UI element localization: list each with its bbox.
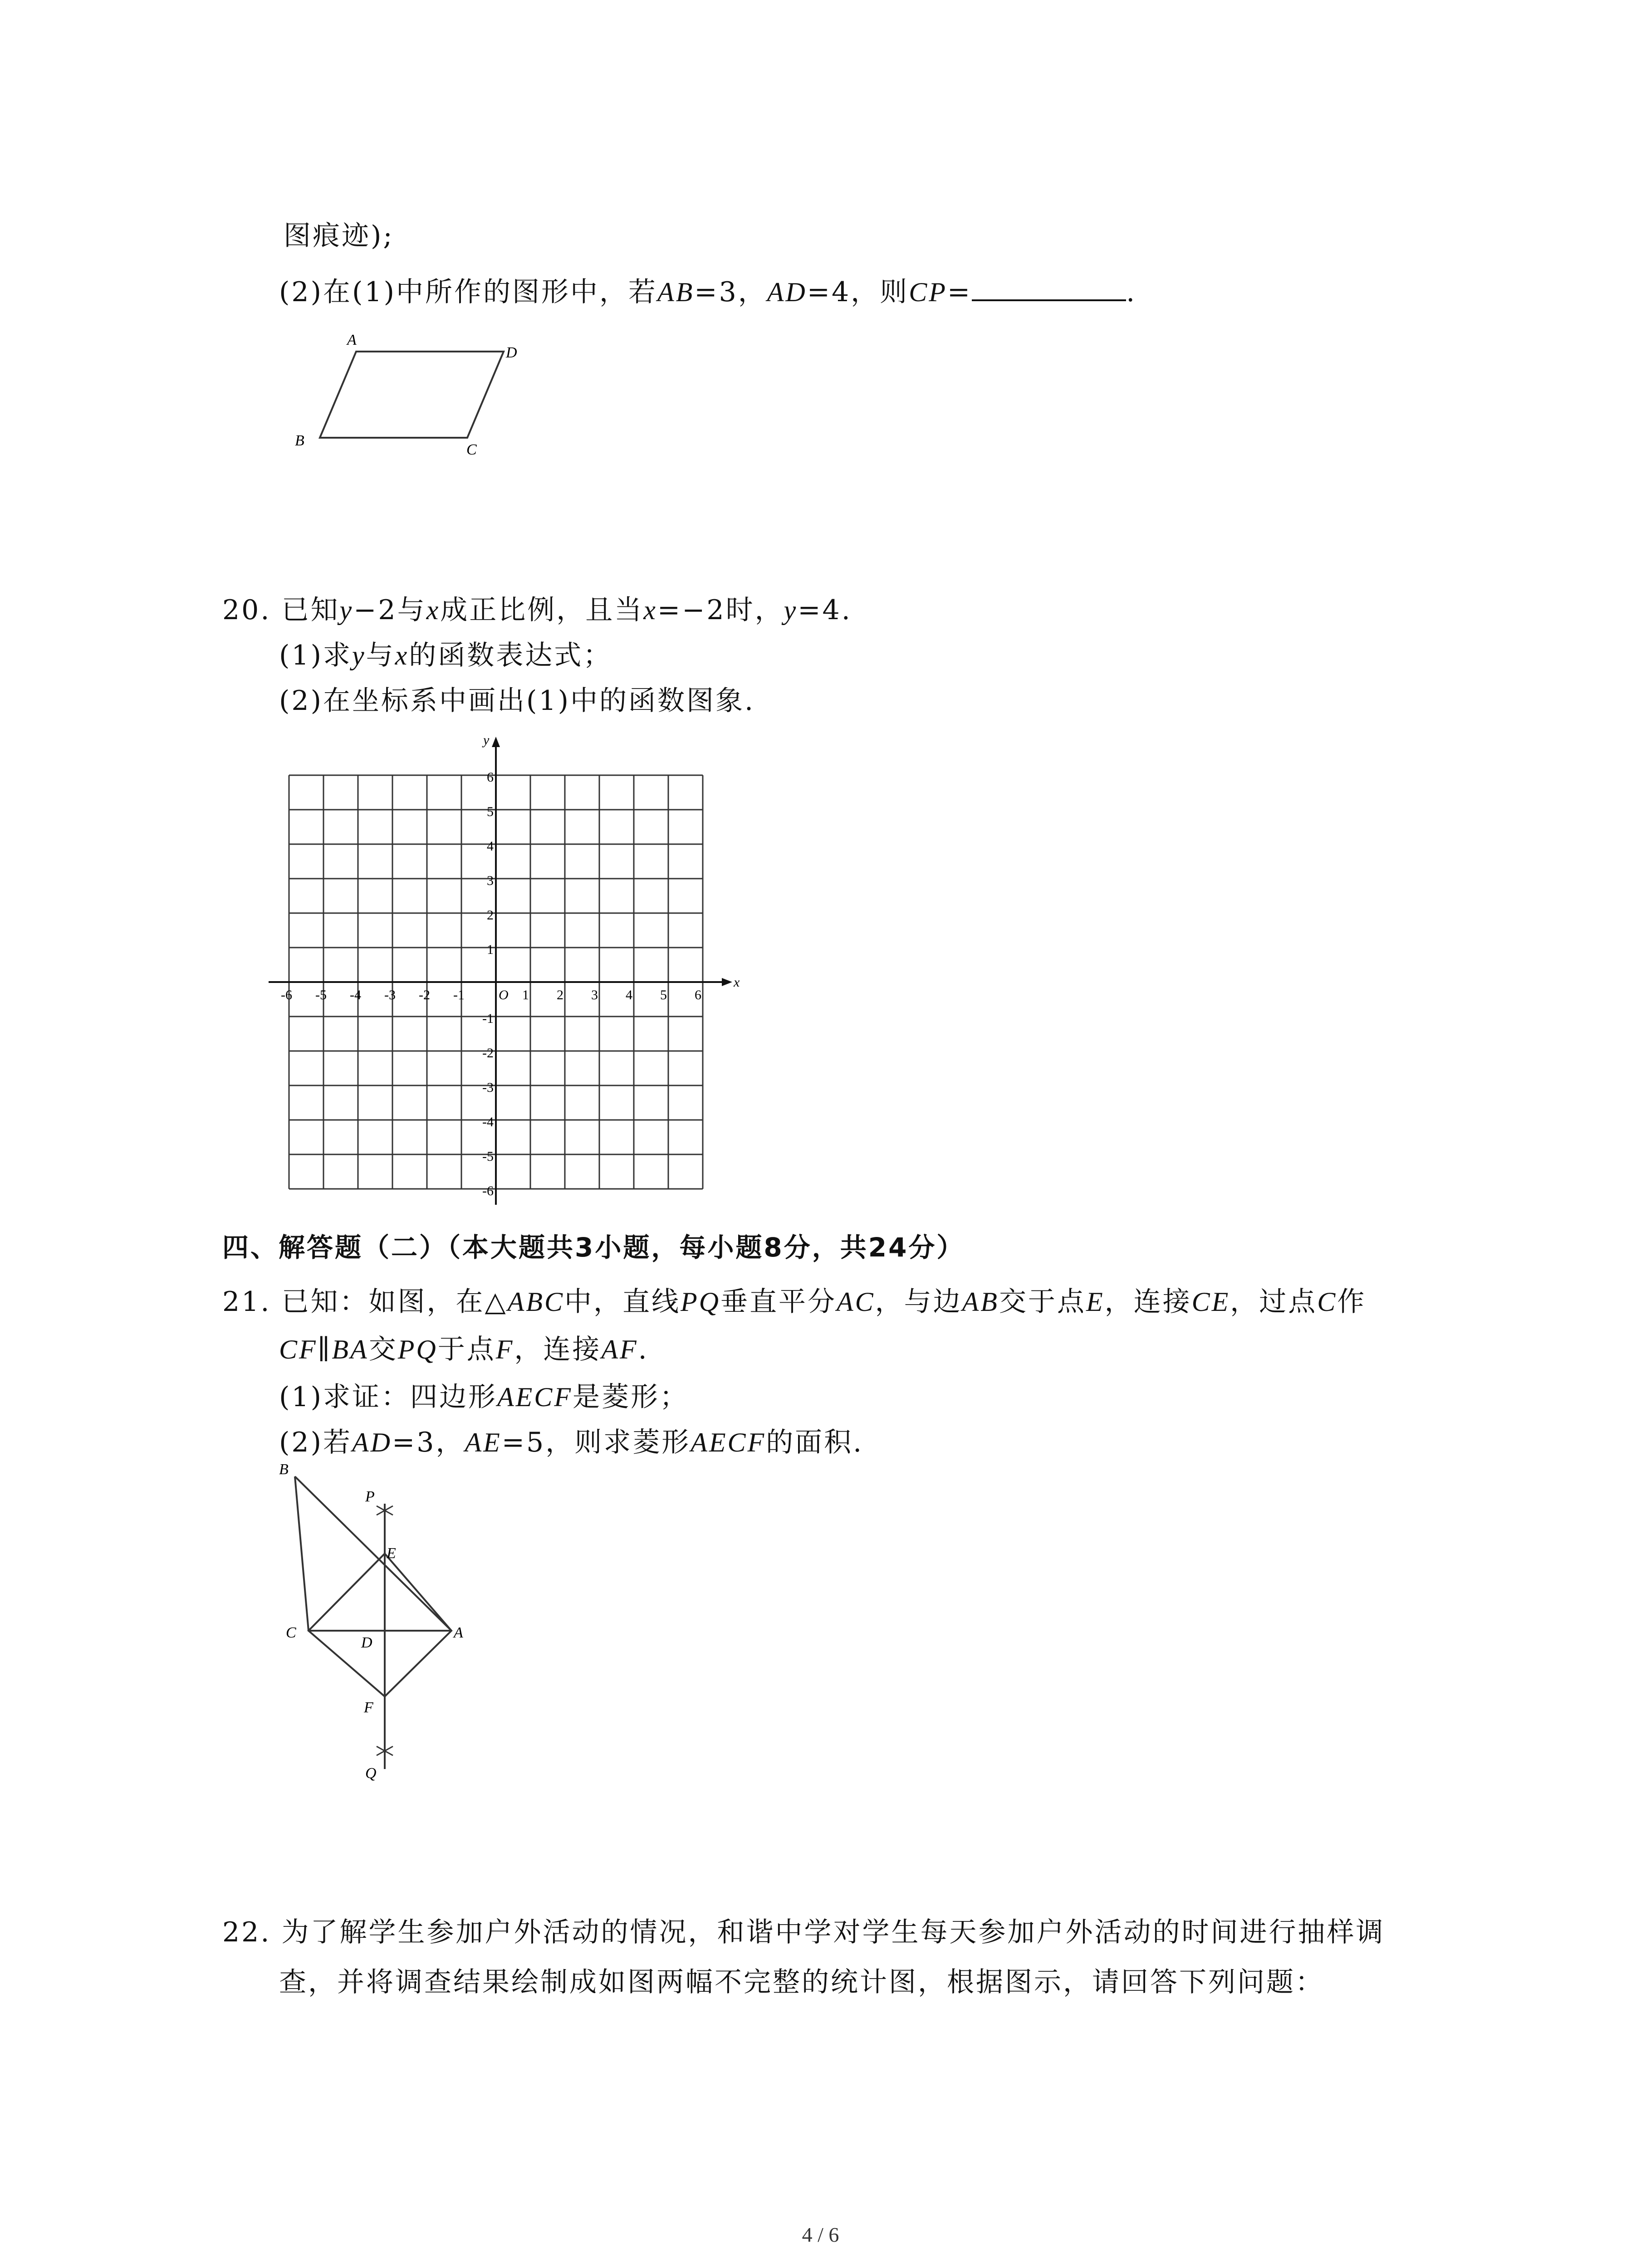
y-tick-label: 2 (487, 908, 494, 923)
q19-line1: 图痕迹); (284, 220, 394, 252)
q21-part1: (1)求证：四边形AECF是菱形； (279, 1381, 689, 1413)
q22-line2: 查，并将调查结果绘制成如图两幅不完整的统计图，根据图示，请回答下列问题： (279, 1966, 1324, 1998)
parallelogram-figure (281, 327, 535, 463)
x-tick-label: -1 (453, 987, 465, 1002)
y-tick-label: -4 (482, 1114, 494, 1129)
label-Q: Q (365, 1765, 377, 1782)
y-axis-label: y (483, 733, 490, 748)
x-tick-label: -5 (315, 987, 327, 1002)
y-tick-label: 6 (487, 770, 494, 785)
q21-line1: 21. 已知：如图，在△ABC中，直线PQ垂直平分AC，与边AB交于点E，连接CE，过点C作 (222, 1286, 1367, 1318)
y-tick-label: 3 (487, 873, 494, 888)
x-tick-label: -3 (384, 987, 396, 1002)
y-tick-label: -3 (482, 1080, 494, 1095)
y-tick-label: -5 (482, 1149, 494, 1164)
label-P: P (365, 1488, 375, 1505)
origin-label: O (499, 987, 509, 1002)
x-axis-arrow (722, 978, 732, 986)
label-E: E (387, 1545, 396, 1562)
label-B: B (295, 432, 304, 449)
q19-line2: (2)在(1)中所作的图形中，若AB=3，AD=4，则CP= . (279, 272, 1136, 310)
q21-line2: CF∥BA交PQ于点F，连接AF. (279, 1334, 649, 1365)
x-tick-label: -4 (350, 987, 361, 1002)
y-tick-label: 4 (487, 839, 494, 854)
x-tick-label: 3 (591, 987, 598, 1002)
answer-blank (972, 272, 1126, 301)
y-tick-label: 1 (487, 942, 494, 957)
q22-line1: 22. 为了解学生参加户外活动的情况，和谐中学对学生每天参加户外活动的时间进行抽样调 (222, 1916, 1385, 1948)
x-tick-label: 6 (695, 987, 701, 1002)
x-tick-label: 4 (626, 987, 632, 1002)
coordinate-grid (272, 721, 771, 1202)
label-B: B (279, 1461, 289, 1478)
rhombus-figure (268, 1461, 504, 1787)
q20-stem: 20. 已知y−2与x成正比例，且当x=−2时，y=4. (222, 594, 852, 626)
x-tick-label: -6 (281, 987, 292, 1002)
x-axis-label: x (734, 975, 740, 990)
x-tick-label: 2 (557, 987, 563, 1002)
y-tick-label: -2 (482, 1046, 494, 1061)
x-tick-label: -2 (419, 987, 430, 1002)
label-D: D (361, 1634, 372, 1651)
y-tick-label: 5 (487, 804, 494, 819)
label-F: F (364, 1699, 373, 1716)
q20-part1: (1)求y与x的函数表达式； (279, 640, 612, 671)
label-D: D (506, 344, 517, 361)
y-tick-label: -1 (482, 1011, 494, 1026)
q21-part2: (2)若AD=3，AE=5，则求菱形AECF的面积. (279, 1427, 864, 1458)
label-C: C (286, 1624, 296, 1641)
y-tick-label: -6 (482, 1183, 494, 1198)
y-axis-arrow (492, 737, 500, 747)
section-title: 四、解答题（二）（本大题共3小题，每小题8分，共24分） (222, 1232, 965, 1263)
label-A: A (454, 1624, 463, 1641)
x-tick-label: 5 (660, 987, 667, 1002)
label-C: C (466, 441, 477, 458)
q20-part2: (2)在坐标系中画出(1)中的函数图象. (279, 685, 755, 717)
x-tick-label: 1 (522, 987, 529, 1002)
page-number: 4 / 6 (802, 2223, 839, 2246)
label-A: A (347, 332, 357, 348)
